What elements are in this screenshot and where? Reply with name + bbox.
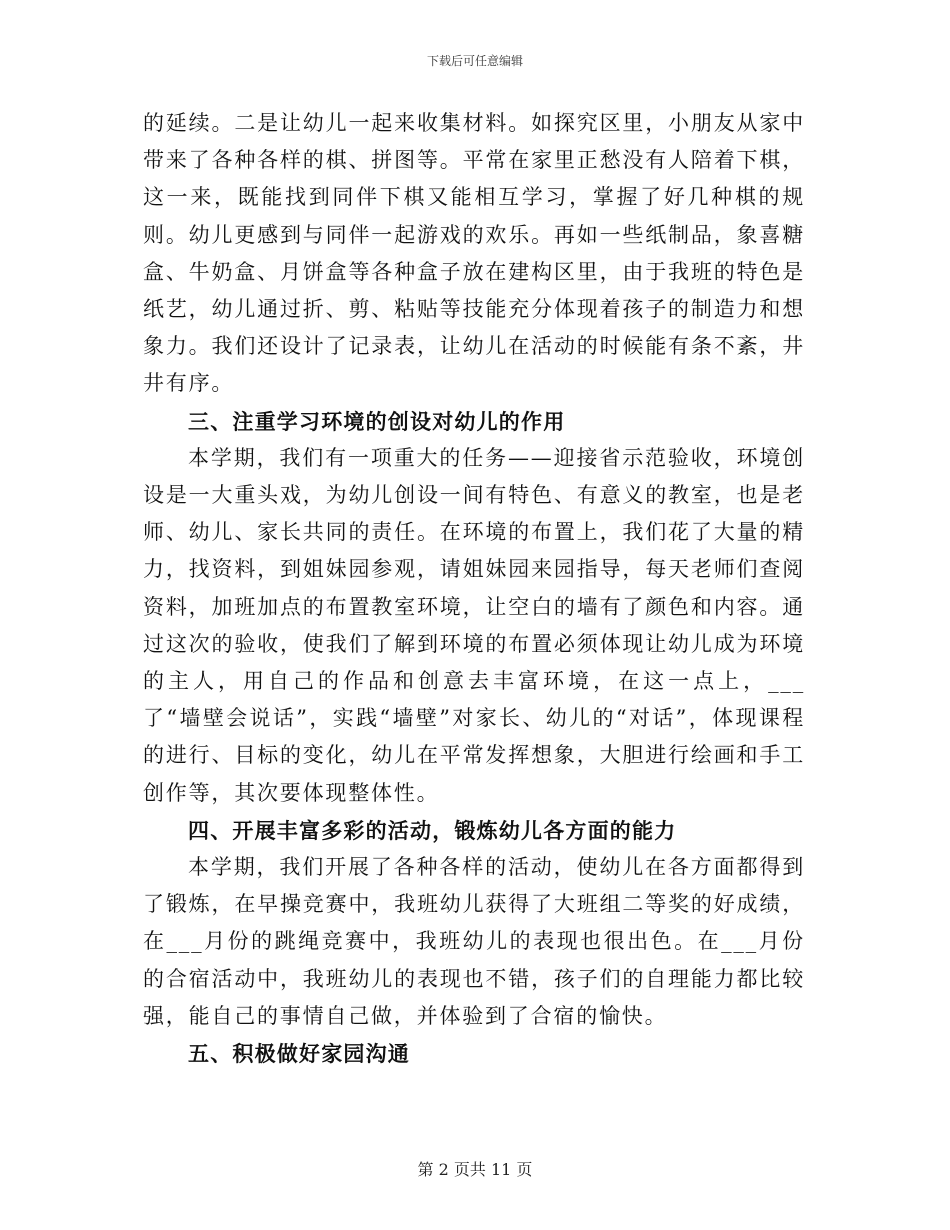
document-body — [143, 105, 805, 1072]
paragraph-continuation: 的延续。二是让幼儿一起来收集材料。如探究区里，小朋友从家中带来了各种各样的棋、拼图等。平常在家里正愁没有人陪着下棋，这一来，既能找到同伴下棋又能相互学习，掌握了好几种棋的规则。幼儿更感到与同伴一起游戏的欢乐。再如一些纸制品，象喜糖盒、牛奶盒、月饼盒等各种盒子放在建构区里，由于我班的特色是纸艺，幼儿通过折、剪、粘贴等技能充分体现着孩子的制造力和想象力。我们还设计了记录表，让幼儿在活动的时候能有条不紊，井井有序。 — [143, 111, 805, 396]
section-heading-5: 五、积极做好家园沟通 — [188, 1041, 410, 1067]
page-header: 下载后可任意编辑 — [426, 54, 523, 68]
section-heading-4: 四、开展丰富多彩的活动，锻炼幼儿各方面的能力 — [188, 817, 677, 843]
page-number: 第 2 页共 11 页 — [417, 1160, 533, 1179]
section-heading-3: 三、注重学习环境的创设对幼儿的作用 — [188, 408, 566, 434]
paragraph-activities: 本学期，我们开展了各种各样的活动，使幼儿在各方面都得到了锻炼，在早操竞赛中，我班幼儿获得了大班组二等奖的好成绩，在___月份的跳绳竞赛中，我班幼儿的表现也很出色。在___月份的合宿活动中，我班幼儿的表现也不错，孩子们的自理能力都比较强，能自己的事情自己做，并体验到了合宿的愉快。 — [143, 855, 805, 1028]
paragraph-environment: 本学期，我们有一项重大的任务——迎接省示范验收，环境创设是一大重头戏，为幼儿创设一间有特色、有意义的教室，也是老师、幼儿、家长共同的责任。在环境的布置上，我们花了大量的精力，找资料，到姐妹园参观，请姐妹园来园指导，每天老师们查阅资料，加班加点的布置教室环境，让空白的墙有了颜色和内容。通过这次的验收，使我们了解到环境的布置必须体现让幼儿成为环境的主人，用自己的作品和创意去丰富环境，在这一点上，___了“墙壁会说话”，实践“墙壁”对家长、幼儿的“对话”，体现课程的进行、目标的变化，幼儿在平常发挥想象，大胆进行绘画和手工创作等，其次要体现整体性。 — [143, 445, 805, 805]
